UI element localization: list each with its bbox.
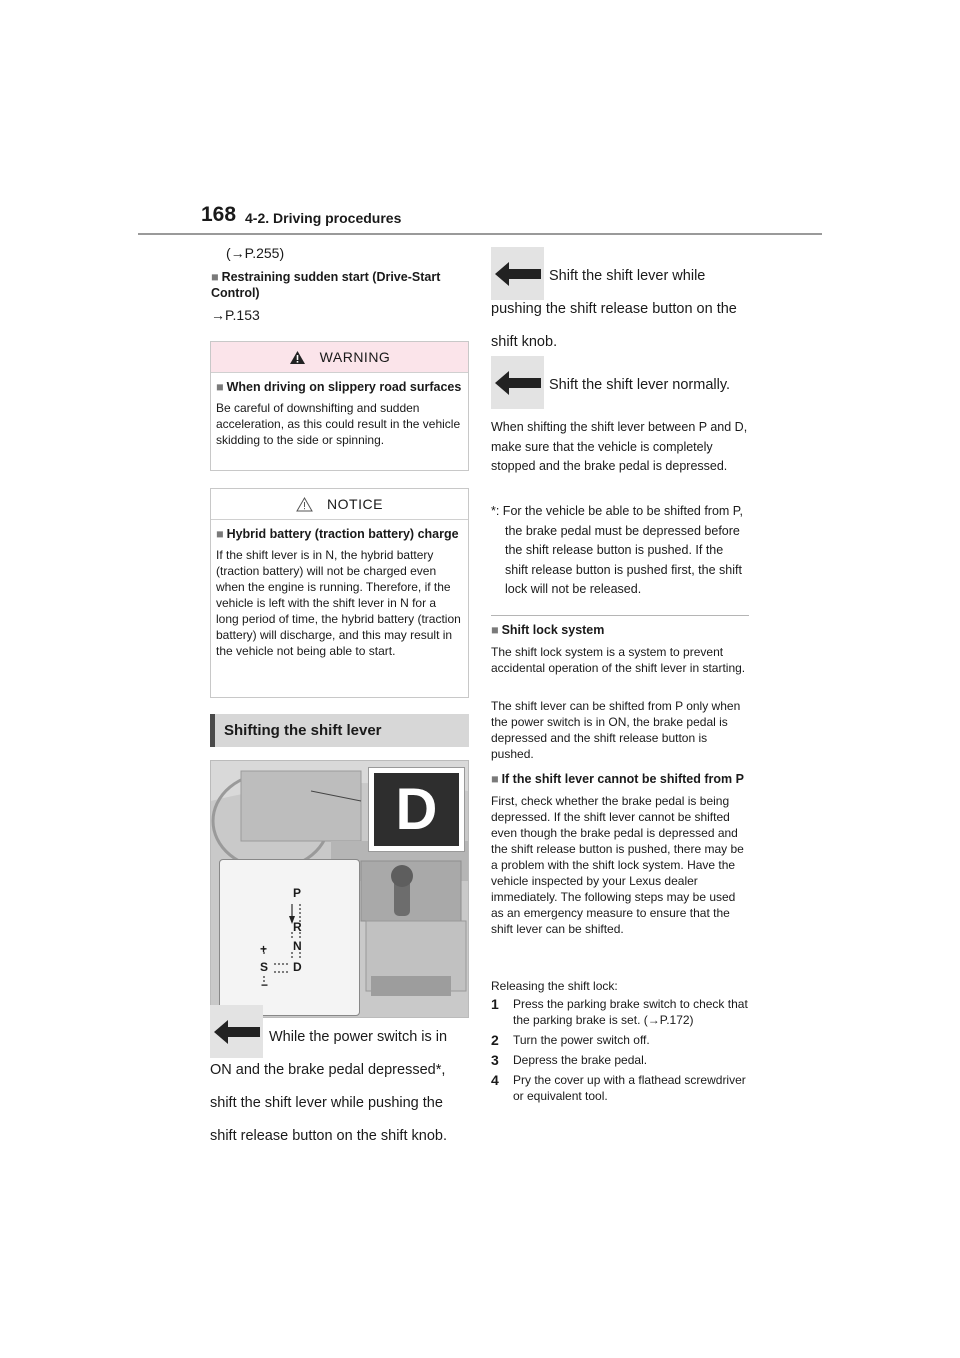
step3-arrow-icon <box>495 371 541 395</box>
bullet-square: ■ <box>491 623 499 637</box>
release-step <box>491 1072 751 1104</box>
warning-subtitle-text: When driving on slippery road surfaces <box>226 380 462 394</box>
drive-start-title-text: Restraining sudden start (Drive-Start Control) <box>211 270 441 300</box>
step1-text: While the power switch is in ON and the brake pedal depressed*, shift the shift lever while pushing the shift release button on the shift knob. <box>210 1029 448 1144</box>
bullet-square: ■ <box>491 772 499 786</box>
drive-start-title <box>211 269 466 301</box>
notice-triangle-icon <box>296 497 313 512</box>
header-rule <box>138 233 822 235</box>
gear-label-d: D <box>293 960 302 974</box>
shift-lock-title <box>491 622 604 638</box>
gear-indicator-d: D <box>374 773 459 846</box>
shift-note: When shifting the shift lever between P and D, make sure that the vehicle is completely stopped and the brake pedal is depressed. <box>491 420 748 473</box>
notice-box <box>210 488 469 698</box>
section-heading-text: Shifting the shift lever <box>224 722 382 739</box>
reference-link[interactable]: (→P.255) <box>226 245 285 261</box>
warning-box <box>210 341 469 471</box>
bullet-square: ■ <box>216 527 224 541</box>
release-step-number: 3 <box>491 1052 499 1068</box>
section-title: 4-2. Driving procedures <box>245 210 402 226</box>
bullet-square: ■ <box>216 380 224 394</box>
bullet-square: ■ <box>211 270 219 284</box>
step3-arrow-box <box>491 356 544 409</box>
drive-start-ref[interactable]: →P.153 <box>211 307 260 323</box>
step3-text: Shift the shift lever normally. <box>549 377 731 393</box>
notice-label: NOTICE <box>327 496 383 512</box>
release-step <box>491 1052 751 1068</box>
section-heading <box>210 714 469 747</box>
shift-lock-title-text: Shift lock system <box>501 623 605 637</box>
gear-label-r: R <box>293 920 302 934</box>
release-step-number: 1 <box>491 996 499 1012</box>
release-step-number: 4 <box>491 1072 499 1088</box>
notice-subtitle <box>211 520 468 542</box>
release-step <box>491 996 751 1028</box>
warning-header <box>211 342 468 373</box>
release-step <box>491 1032 751 1048</box>
release-step-number: 2 <box>491 1032 499 1048</box>
gear-label-plus: + <box>260 942 268 956</box>
notice-subtitle-text: Hybrid battery (traction battery) charge <box>226 527 459 541</box>
notice-body: If the shift lever is in N, the hybrid battery (traction battery) will not be charged even when the engine is running. Therefore, if the vehicle is left with the shift lever in N for a long period of time, the hybrid battery (traction battery) will discharge, and this may result in the vehicle not being able to start. <box>216 548 461 658</box>
shift-gate-callout <box>219 859 360 1016</box>
warning-body: Be careful of downshifting and sudden acceleration, as this could result in the vehicle skidding to the side or spinning. <box>216 401 461 447</box>
gear-display-callout <box>368 767 465 852</box>
notice-header <box>211 489 468 520</box>
release-step-text: Pry the cover up with a flathead screwdriver or equivalent tool. <box>513 1073 746 1103</box>
shift-lock-p1: The shift lock system is a system to prevent accidental operation of the shift lever in starting. <box>491 645 746 675</box>
cannot-shift-title <box>491 771 753 787</box>
shift-gate-arrows <box>220 860 359 1015</box>
cannot-shift-body: First, check whether the brake pedal is being depressed. If the shift lever cannot be shifted even though the brake pedal is depressed and the shift release button is pushed, there may be a problem with the shift lock system. Have the vehicle inspected by your Lexus dealer immediately. The following steps may be used as an emergency measure to ensure that the shift lever can be shifted. <box>491 794 744 936</box>
gear-label-s: S <box>260 960 269 974</box>
page-number: 168 <box>201 203 237 226</box>
divider <box>491 615 749 616</box>
release-step-text: Turn the power switch off. <box>513 1033 650 1047</box>
release-step-text: Press the parking brake switch to check that the parking brake is set. (→P.172) <box>513 997 748 1027</box>
shift-lever-illustration <box>210 760 469 1018</box>
gear-label-n: N <box>293 939 302 953</box>
warning-subtitle <box>211 373 468 395</box>
step2-text: Shift the shift lever while pushing the shift release button on the shift knob. <box>491 268 737 350</box>
warning-label: WARNING <box>319 349 391 365</box>
gear-label-p: P <box>293 886 302 900</box>
releasing-label: Releasing the shift lock: <box>491 979 618 993</box>
footnote: *: For the vehicle be able to be shifted from P, the brake pedal must be depressed before the shift release button is pushed. If the shift release button is pushed first, the shift lock will not be released. <box>491 504 743 596</box>
release-step-text: Depress the brake pedal. <box>513 1053 648 1067</box>
gear-label-minus: − <box>261 978 269 992</box>
shift-lock-p2: The shift lever can be shifted from P only when the power switch is in ON, the brake pedal is depressed and the shift release button is pushed. <box>491 699 741 761</box>
cannot-shift-title-text: If the shift lever cannot be shifted from P <box>501 772 744 786</box>
warning-triangle-icon <box>289 350 306 365</box>
release-steps <box>491 996 751 1104</box>
